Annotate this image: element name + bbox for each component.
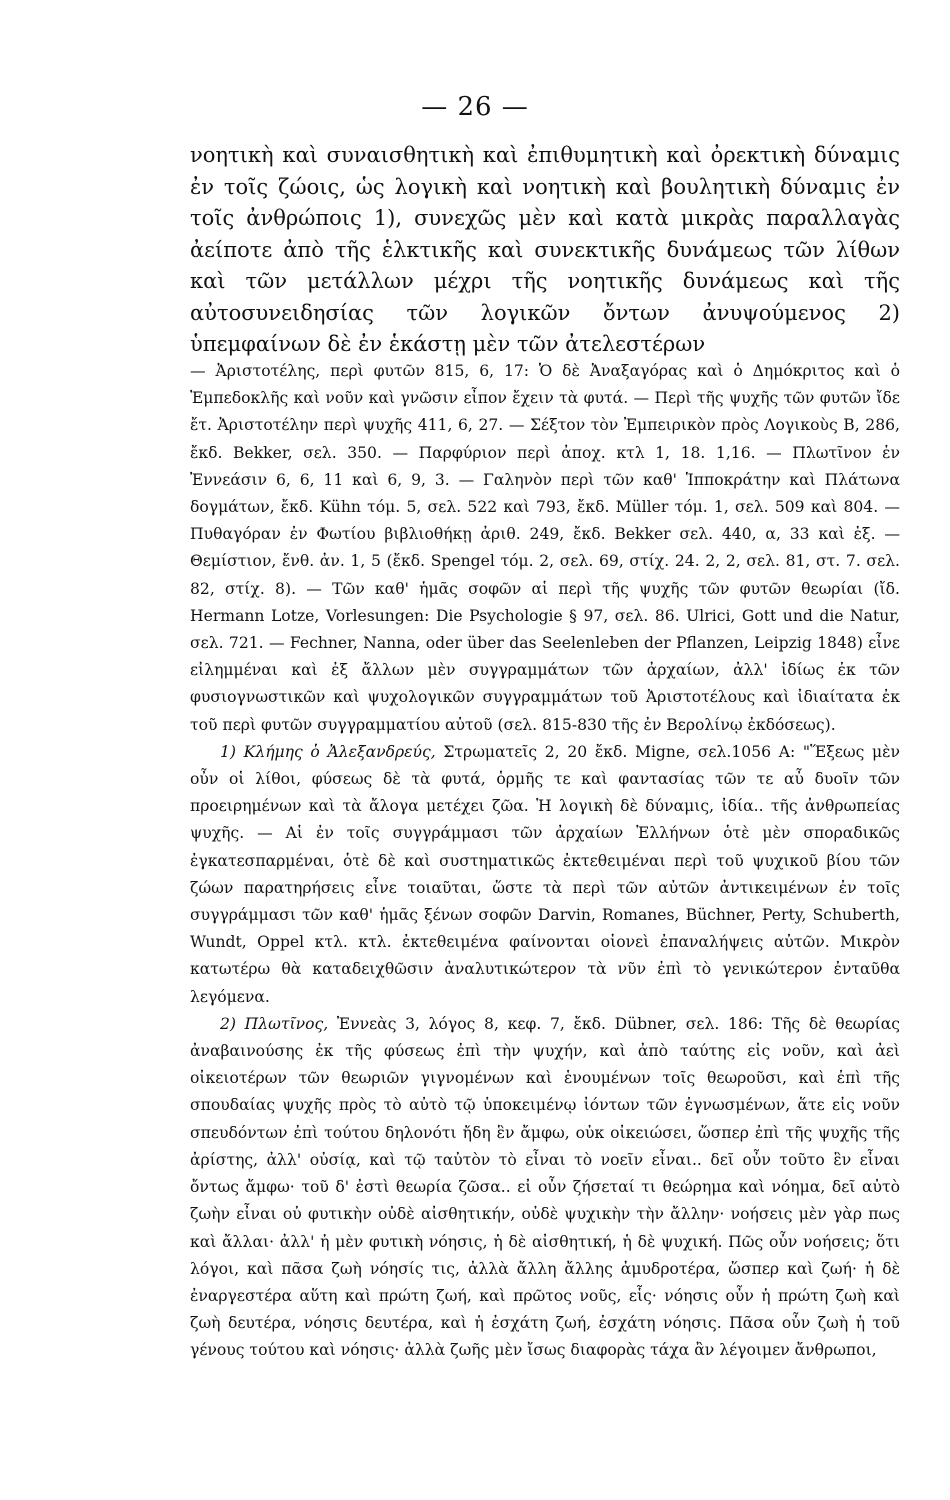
footnote-1 bbox=[190, 739, 900, 1011]
footnote-continuation: — Ἀριστοτέλης, περὶ φυτῶν 815, 6, 17: Ὁ δὲ Ἀναξαγόρας καὶ ὁ Δημόκριτος καὶ ὁ Ἐμπεδοκλῆς καὶ νοῦν καὶ γνῶσιν εἶπον ἔχειν τὰ φυτά. — Περὶ τῆς ψυχῆς τῶν φυτῶν ἴδε ἔτ. Ἀριστοτέλην περὶ ψυχῆς 411, 6, 27. — Σέξτον τὸν Ἐμπειρικὸν πρὸς Λογικοὺς Β, 286, ἔκδ. Bekker, σελ. 350. — Παρφύριον περὶ ἀποχ. κτλ 1, 18. 1,16. — Πλωτῖνον ἐν Ἐννεάσιν 6, 6, 11 καὶ 6, 9, 3. — Γαληνὸν περὶ τῶν καθ' Ἱπποκράτην καὶ Πλάτωνα δογμάτων, ἔκδ. Kühn τόμ. 5, σελ. 522 καὶ 793, ἔκδ. Müller τόμ. 1, σελ. 509 καὶ 804. — Πυθαγόραν ἐν Φωτίου βιβλιοθήκῃ ἀριθ. 249, ἔκδ. Bekker σελ. 440, α, 33 καὶ ἑξ. — Θεμίστιον, ἔνθ. ἀν. 1, 5 (ἔκδ. Spengel τόμ. 2, σελ. 69, στίχ. 24. 2, 2, σελ. 81, στ. 7. σελ. 82, στίχ. 8). — Τῶν καθ' ἡμᾶς σοφῶν αἱ περὶ τῆς ψυχῆς τῶν φυτῶν θεωρίαι (ἴδ. Hermann Lotze, Vorlesungen: Die Psychologie § 97, σελ. 86. Ulrici, Gott und die Natur, σελ. 721. — Fechner, Nanna, oder über das Seelenleben der Pflanzen, Leipzig 1848) εἶνε εἰλημμέναι καὶ ἐξ ἄλλων μὲν συγγραμμάτων τῶν ἀρχαίων, ἀλλ' ἰδίως ἐκ τῶν φυσιογνωστικῶν καὶ ψυχολογικῶν συγγραμμάτων τοῦ Ἀριστοτέλους καὶ ἰδιαίτατα ἐκ τοῦ περὶ φυτῶν συγγραμματίου αὐτοῦ (σελ. 815-830 τῆς ἐν Βερολίνῳ ἐκδόσεως). bbox=[190, 362, 900, 734]
footnote-1-citation: 1) Κλήμης ὁ Ἀλεξανδρεύς, bbox=[220, 742, 436, 761]
footnote-2-citation: 2) Πλωτῖνος, bbox=[220, 1014, 329, 1033]
footnote-1-text: Στρωματεῖς 2, 20 ἔκδ. Migne, σελ.1056 Α: "Ἕξεως μὲν οὖν οἱ λίθοι, φύσεως δὲ τὰ φυτά, ὁρμῆς τε καὶ φαντασίας τῶν τε αὖ δυοῖν τῶν προειρημένων καὶ τὰ ἄλογα μετέχει ζῶα. Ἡ λογικὴ δὲ δύναμις, ἰδία.. τῆς ἀνθρωπείας ψυχῆς. — Αἱ ἐν τοῖς συγγράμμασι τῶν ἀρχαίων Ἑλλήνων ὁτὲ μὲν σποραδικῶς ἐγκατεσπαρμέναι, ὁτὲ δὲ καὶ συστηματικῶς ἐκτεθειμέναι περὶ τοῦ ψυχικοῦ βίου τῶν ζώων παρατηρήσεις εἶνε τοιαῦται, ὥστε τὰ περὶ τῶν αὐτῶν ἀντικειμένων ἐν τοῖς συγγράμμασι τῶν καθ' ἡμᾶς ξένων σοφῶν Darvin, Romanes, Büchner, Perty, Schuberth, Wundt, Oppel κτλ. κτλ. ἐκτεθειμένα φαίνονται οἱονεὶ ἐπαναλήψεις αὐτῶν. Μικρὸν κατωτέρω θὰ καταδειχθῶσιν ἀναλυτικώτερον τὰ νῦν ἐπὶ τὸ γενικώτερον ἐνταῦθα λεγόμενα. bbox=[190, 742, 900, 1006]
main-body-text bbox=[190, 140, 900, 361]
main-paragraph: νοητικὴ καὶ συναισθητικὴ καὶ ἐπιθυμητικὴ καὶ ὀρεκτικὴ δύναμις ἐν τοῖς ζώοις, ὡς λογικὴ καὶ νοητικὴ καὶ βουλητικὴ δύναμις ἐν τοῖς ἀνθρώποις 1), συνεχῶς μὲν καὶ κατὰ μικρὰς παραλλαγὰς ἀείποτε ἀπὸ τῆς ἑλκτικῆς καὶ συνεκτικῆς δυνάμεως τῶν λίθων καὶ τῶν μετάλλων μέχρι τῆς νοητικῆς δυνάμεως καὶ τῆς αὐτοσυνειδησίας τῶν λογικῶν ὄντων ἀνυψούμενος 2) ὑπεμφαίνων δὲ ἐν ἑκάστῃ μὲν τῶν ἀτελεστέρων bbox=[190, 143, 900, 356]
page-number: — 26 — bbox=[421, 92, 529, 122]
footnotes bbox=[190, 358, 900, 1365]
footnote-2 bbox=[190, 1011, 900, 1365]
footnote-2-text: Ἐννεὰς 3, λόγος 8, κεφ. 7, ἔκδ. Dübner, σελ. 186: Τῆς δὲ θεωρίας ἀναβαινούσης ἐκ τῆς φύσεως ἐπὶ τὴν ψυχήν, καὶ ἀπὸ ταύτης εἰς νοῦν, καὶ ἀεὶ οἰκειοτέρων τῶν θεωριῶν γιγνομένων καὶ ἑνουμένων τοῖς θεωροῦσι, καὶ ἐπὶ τῆς σπουδαίας ψυχῆς πρὸς τὸ αὐτὸ τῷ ὑποκειμένῳ ἰόντων τῶν ἐγνωσμένων, ἅτε εἰς νοῦν σπευδόντων ἐπὶ τούτου δηλονότι ἤδη ἓν ἄμφω, οὐκ οἰκειώσει, ὥσπερ ἐπὶ τῆς ψυχῆς τῆς ἀρίστης, ἀλλ' οὐσίᾳ, καὶ τῷ ταὐτὸν τὸ εἶναι τὸ νοεῖν εἶναι.. δεῖ οὖν τοῦτο ἓν εἶναι ὄντως ἄμφω· τοῦ δ' ἐστὶ θεωρία ζῶσα.. εἰ οὖν ζήσεταί τι θεώρημα καὶ νόημα, δεῖ αὐτὸ ζωὴν εἶναι οὐ φυτικὴν οὐδὲ αἰσθητικήν, οὐδὲ ψυχικὴν τὴν ἄλλην· νοήσεις μὲν γὰρ πως καὶ ἄλλαι· ἀλλ' ἡ μὲν φυτικὴ νόησις, ἡ δὲ αἰσθητική, ἡ δὲ ψυχική. Πῶς οὖν νοήσεις; ὅτι λόγοι, καὶ πᾶσα ζωὴ νόησίς τις, ἀλλὰ ἄλλη ἄλλης ἀμυδροτέρα, ὥσπερ καὶ ζωή· ἡ δὲ ἐναργεστέρα αὕτη καὶ πρώτη ζωή, καὶ πρῶτος νοῦς, εἷς· νόησις οὖν ἡ πρώτη ζωὴ καὶ ζωὴ δευτέρα, νόησις δευτέρα, καὶ ἡ ἐσχάτη ζωή, ἐσχάτη νόησις. Πᾶσα οὖν ζωὴ ἡ τοῦ γένους τούτου καὶ νόησις· ἀλλὰ ζωῆς μὲν ἴσως διαφορὰς τάχα ἂν λέγοιμεν ἄνθρωποι, bbox=[190, 1014, 900, 1360]
